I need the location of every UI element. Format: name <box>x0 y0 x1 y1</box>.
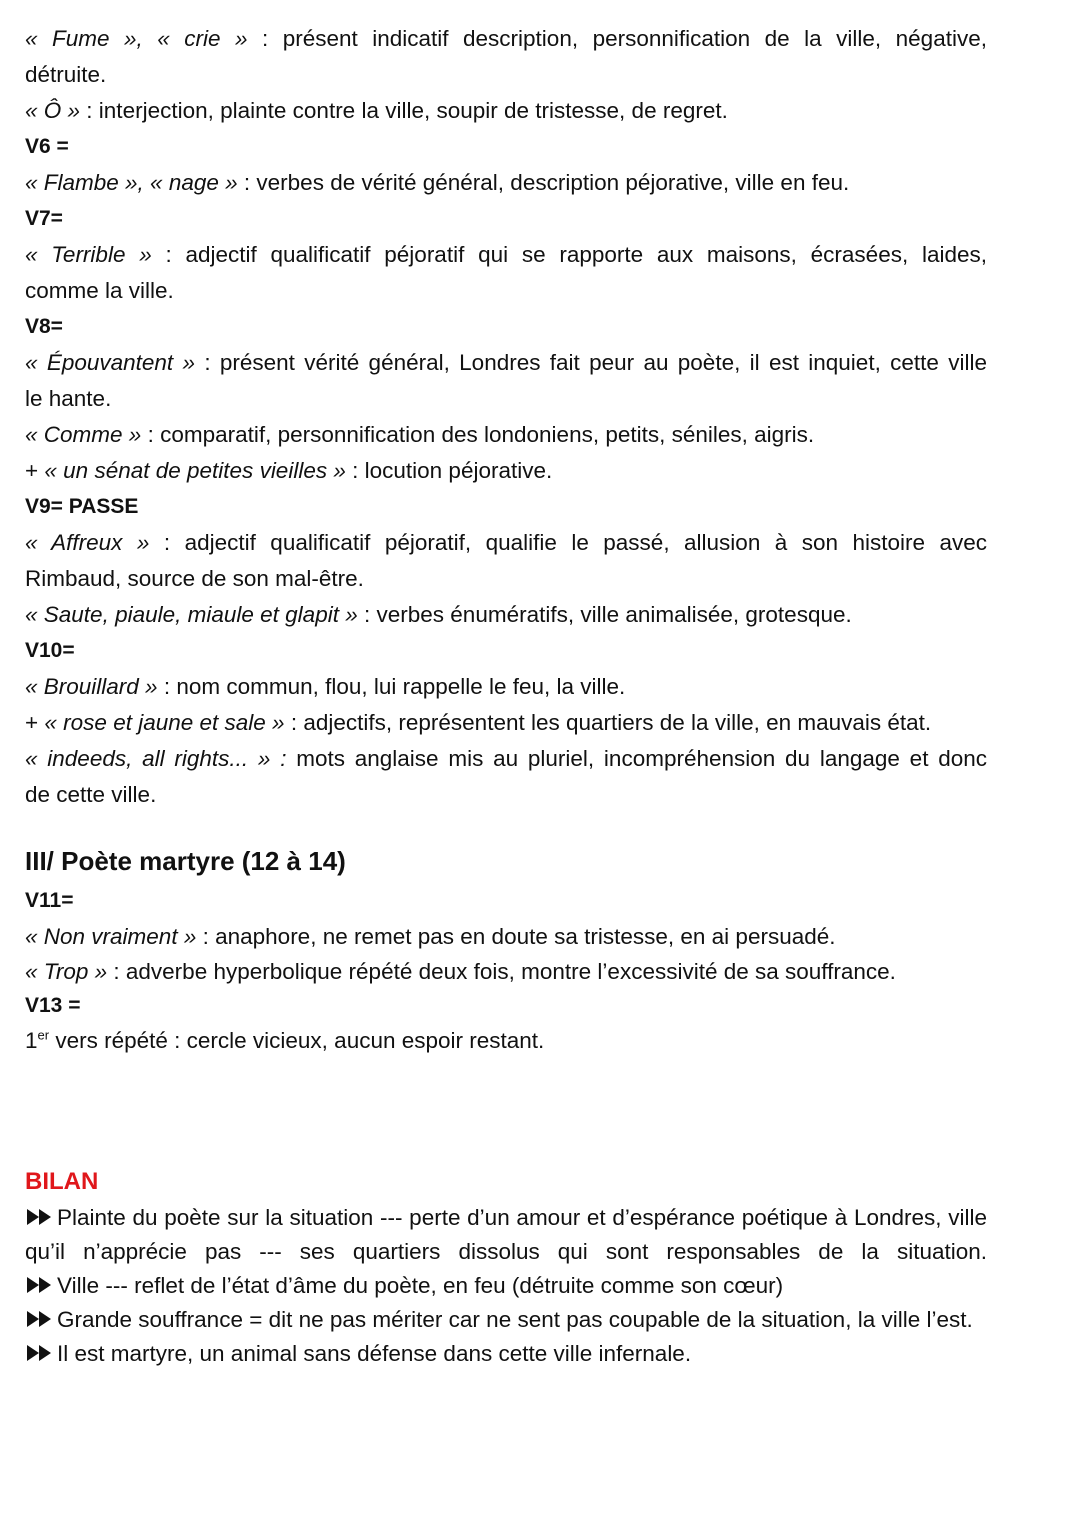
plus-sign: + <box>25 458 45 483</box>
v8-line-comme <box>25 417 987 453</box>
v11-commentary: : anaphore, ne remet pas en doute sa tristesse, en ai persuadé. <box>202 924 836 949</box>
double-arrow-icon <box>25 1275 55 1295</box>
v8-comme-commentary: : comparatif, personnification des londoniens, petits, séniles, aigris. <box>147 422 815 447</box>
quote-indeeds: « indeeds, all rights... » : <box>25 746 287 771</box>
v9-line-saute <box>25 597 987 633</box>
v5-commentary: : présent indicatif description, personnification de la ville, négative, <box>261 26 987 51</box>
quote-brouillard: « Brouillard » <box>25 674 158 699</box>
bilan-item-text: Ville --- reflet de l’état d’âme du poète, en feu (détruite comme son cœur) <box>57 1273 784 1298</box>
v13-superscript: er <box>37 1027 50 1043</box>
v5-line-o <box>25 93 987 129</box>
v8-senat-commentary: : locution péjorative. <box>352 458 553 483</box>
v11-line-non-vraiment <box>25 919 987 955</box>
quote-saute: « Saute, piaule, miaule et glapit » <box>25 602 358 627</box>
v10-line-indeeds <box>25 741 987 777</box>
v8-line-epouvantent <box>25 345 987 381</box>
quote-comme: « Comme » <box>25 422 142 447</box>
v10-rose-commentary: : adjectifs, représentent les quartiers de la ville, en mauvais état. <box>290 710 932 735</box>
double-arrow-icon <box>25 1207 55 1227</box>
v8-line-senat <box>25 453 987 489</box>
v10-line-rose <box>25 705 987 741</box>
bilan-item <box>25 1303 987 1337</box>
bilan-item <box>25 1201 987 1269</box>
v10-continuation: de cette ville. <box>25 782 157 807</box>
bilan-title: BILAN <box>25 1168 99 1195</box>
v11-heading: V11= <box>25 889 74 912</box>
quote-rose-jaune-sale: « rose et jaune et sale » <box>44 710 285 735</box>
v10-commentary: : nom commun, flou, lui rappelle le feu, la ville. <box>163 674 626 699</box>
v6-line <box>25 165 987 201</box>
v7-heading: V7= <box>25 207 63 230</box>
v8-heading: V8= <box>25 315 63 338</box>
bilan-item-text: Il est martyre, un animal sans défense dans cette ville infernale. <box>57 1341 692 1366</box>
document-page <box>25 21 987 1371</box>
v5-o-commentary: : interjection, plainte contre la ville, soupir de tristesse, de regret. <box>86 98 728 123</box>
v13-commentary: vers répété : cercle vicieux, aucun espoir restant. <box>49 1028 545 1053</box>
bilan-item-text: Grande souffrance = dit ne pas mériter car ne sent pas coupable de la situation, la ville l’est. <box>57 1307 973 1332</box>
quote-senat: « un sénat de petites vieilles » <box>44 458 346 483</box>
quote-o: « Ô » <box>25 98 81 123</box>
quote-fume: « Fume », <box>25 26 143 51</box>
quote-crie: « crie » <box>157 26 248 51</box>
v6-commentary: : verbes de vérité général, description péjorative, ville en feu. <box>243 170 850 195</box>
v10-line-brouillard <box>25 669 987 705</box>
quote-terrible: « Terrible » <box>25 242 152 267</box>
v11-line-trop <box>25 955 987 989</box>
v13-line <box>25 1023 987 1059</box>
quote-trop: « Trop » <box>25 959 108 984</box>
v7-commentary: : adjectif qualificatif péjoratif qui se rapporte aux maisons, écrasées, laides, <box>165 242 987 267</box>
double-arrow-icon <box>25 1343 55 1363</box>
v6-heading: V6 = <box>25 135 69 158</box>
v9-continuation: Rimbaud, source de son mal-être. <box>25 566 364 591</box>
v7-line <box>25 237 987 273</box>
quote-flambe-nage: « Flambe », « nage » <box>25 170 238 195</box>
v9-commentary: : adjectif qualificatif péjoratif, qualifie le passé, allusion à son histoire avec <box>163 530 987 555</box>
quote-affreux: « Affreux » <box>25 530 150 555</box>
v9-saute-commentary: : verbes énumératifs, ville animalisée, grotesque. <box>364 602 852 627</box>
v8-continuation: le hante. <box>25 386 112 411</box>
section-title: III/ Poète martyre (12 à 14) <box>25 846 346 876</box>
bilan-item <box>25 1337 987 1371</box>
v9-line-affreux <box>25 525 987 561</box>
v13-heading: V13 = <box>25 994 81 1017</box>
plus-sign: + <box>25 710 45 735</box>
v10-indeeds-commentary: mots anglaise mis au pluriel, incompréhension du langage et donc <box>286 746 988 771</box>
v5-continuation: détruite. <box>25 62 107 87</box>
v9-heading: V9= PASSE <box>25 495 139 518</box>
double-arrow-icon <box>25 1309 55 1329</box>
v8-commentary: : présent vérité général, Londres fait peur au poète, il est inquiet, cette ville <box>204 350 987 375</box>
v13-number: 1 <box>25 1028 38 1053</box>
bilan-item <box>25 1269 987 1303</box>
quote-non-vraiment: « Non vraiment » <box>25 924 197 949</box>
v7-continuation: comme la ville. <box>25 278 174 303</box>
v5-line-fume <box>25 21 987 57</box>
v10-heading: V10= <box>25 639 75 662</box>
bilan-item-text: Plainte du poète sur la situation --- perte d’un amour et d’espérance poétique à Londres, ville qu’il n’apprécie pas --- ses quartiers dissolus qui sont responsables de la situation. <box>25 1205 987 1264</box>
v11-trop-commentary: : adverbe hyperbolique répété deux fois, montre l’excessivité de sa souffrance. <box>113 959 896 984</box>
quote-epouvantent: « Épouvantent » <box>25 350 195 375</box>
